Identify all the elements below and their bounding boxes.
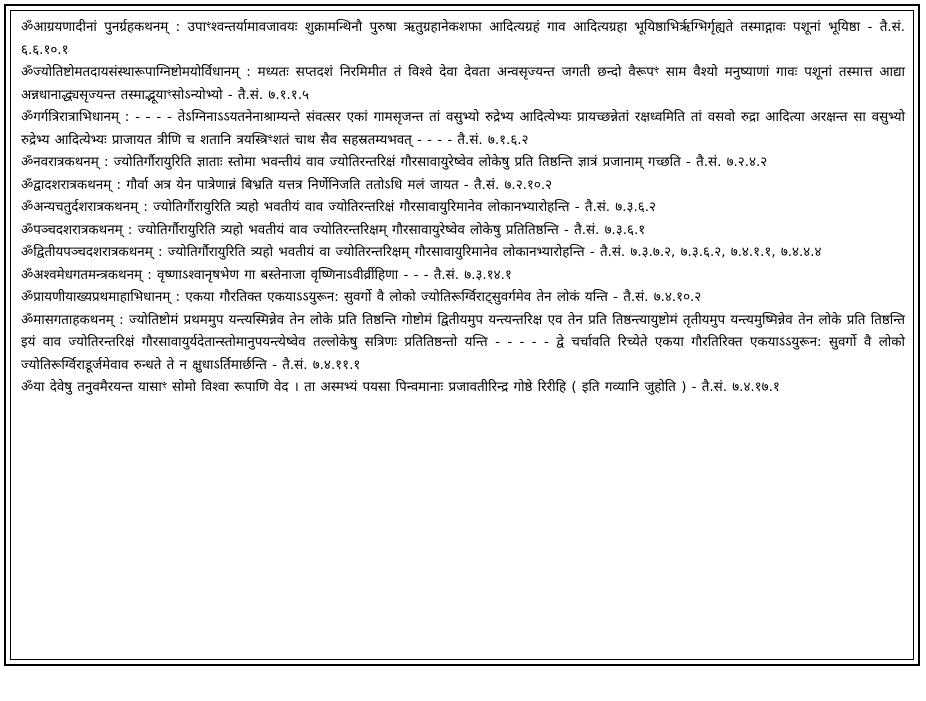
document-body — [10, 10, 914, 660]
paragraph-ashvamedha: ॐअश्वमेधगतमन्त्रकथनम् : वृष्णाऽश्वानृषभेण गा बस्तेनाजा वृष्णिनाऽवीर्व्रीहिणा - - - तै.सं. ७.३.१४.१ — [21, 267, 512, 283]
paragraph-masagata: ॐमासगताहकथनम् : ज्योतिष्टोमं प्रथममुप यन्त्यस्मिन्नेव तेन लोके प्रति तिष्ठन्ति गोष्टोमं द्वितीयमुप यन्त्यन्तरिक्ष एव तेन प्रति तिष्ठन्त्यायुष्टोमं तृतीयमुप यन्त्यमुष्मिन्नेव तेन लोके प्रति तिष्ठन्ति इयं वाव ज्योतिरन्तरिक्षं गौरसावायुर्यदेतान्स्तोमानुपयन्त्येष्वेव तल्लोकेषु सत्रिणः प्रतितिष्ठन्तो यन्ति - - - - - द्वे चर्चावति रिच्येते एकया गौरतिरिक्त एकयाऽऽयुरून: सुवर्गो वै लोको ज्योतिरूर्ग्विराडूर्जमेवाव रुन्धते ते न क्षुधाऽर्तिमार्छन्ति - तै.सं. ७.४.११.१ — [21, 312, 905, 373]
paragraph-chaturdasharatra: ॐअन्यचतुर्दशरात्रकथनम् : ज्योतिर्गौरायुरिति त्र्यहो भवतीयं वाव ज्योतिरन्तरिक्षं गौरसावायुरिमानेव लोकानभ्यारोहन्ति - तै.सं. ७.३.६.२ — [21, 200, 656, 215]
document-frame — [4, 4, 920, 666]
paragraph-garga-triratra: ॐगर्गत्रिरात्राभिधानम् : - - - - तेऽग्निनाऽऽयतनेनाश्राम्यन्ते संवत्सर एकां गामसृजन्त तां वसुभ्यो रुद्रेभ्य आदित्येभ्यः प्रायच्छन्नेतां रक्षध्वमिति तां वसवो रुद्रा आदित्या अरक्षन्त सा वसुभ्यो रुद्रेभ्य आदित्येभ्यः प्राजायत त्रीणि च शतानि त्रयस्त्रिꣳशतं चाथ सैव सहस्रतम्यभवत् - - - - तै.सं. ७.१.६.२ — [21, 110, 905, 148]
paragraph-jyotishtoma: ॐज्योतिष्टोमतदायसंस्थारूपाग्निष्टोमयोर्विधानम् : मध्यतः सप्तदशं निरमिमीत तं विश्वे देवा देवता अन्वसृज्यन्त जगती छन्दो वैरूपꣳ साम वैश्यो मनुष्याणां गावः पशूनां तस्मात्त आद्या अन्नधानाद्ध्यसृज्यन्त तस्माद्भूयाꣳसोऽन्योभ्यो - तै.सं. ७.१.१.५ — [21, 65, 905, 103]
paragraph-navaratra: ॐनवरात्रकथनम् : ज्योतिर्गौरायुरिति ज्ञाताः स्तोमा भवन्तीयं वाव ज्योतिरन्तरिक्षं गौरसावायुरेष्वेव लोकेषु प्रति तिष्ठन्ति ज्ञात्रं प्रजानाम् गच्छति - तै.सं. ७.२.४.२ — [21, 155, 768, 170]
paragraph-agrayana: ॐआग्रयणादीनां पुनर्ग्रहकथनम् : उपाꣳश्वन्तर्यामावजावयः शुक्रामन्थिनौ पुरुषा ऋतुग्रहानेकशफा आदित्यग्रहं गाव आदित्यग्रहा भूयिष्ठाभिरृग्भिर्गृह्यते तस्माद्गावः पशूनां भूयिष्ठा - तै.सं. ६.६.१०.१ — [21, 20, 905, 58]
paragraph-panchadasharatra: ॐपञ्चदशरात्रकथनम् : ज्योतिर्गौरायुरिति त्र्यहो भवतीयं वाव ज्योतिरन्तरिक्षम् गौरसावायुरेष्वेव लोकेषु प्रतितिष्ठन्ति - तै.सं. ७.३.६.१ — [21, 222, 646, 238]
paragraph-prayaniya: ॐप्रायणीयाख्यप्रथमाहाभिधानम् : एकया गौरतिक्त एकयाऽऽयुरून: सुवर्गो वै लोको ज्योतिरूर्ग्विराट्सुवर्गमेव तेन लोकं यन्ति - तै.सं. ७.४.१०.२ — [21, 290, 702, 305]
paragraph-ya-deveshu: ॐया देवेषु तनुवमैरयन्त यासाꣳ सोमो विश्वा रूपाणि वेद । ता अस्मभ्यं पयसा पिन्वमानाः प्रजावतीरिन्द्र गोष्ठे रिरीहि ( इति गव्यानि जुहोति ) - तै.सं. ७.४.१७.१ — [21, 380, 780, 395]
paragraph-dvitiya-panchadasharatra: ॐद्वितीयपञ्चदशरात्रकथनम् : ज्योतिर्गौरायुरिति त्र्यहो भवतीयं वा ज्योतिरन्तरिक्षम् गौरसावायुरिमानेव लोकानभ्यारोहन्ति - तै.सं. ७.३.७.२, ७.३.६.२, ७.४.१.१, ७.४.४.४ — [21, 245, 822, 260]
paragraph-dvadasharatra: ॐद्वादशरात्रकथनम् : गौर्वा अत्र येन पात्रेणान्नं बिभ्रति यत्तत्र निर्णेनिजति ततोऽधि मलं जायत - तै.सं. ७.२.१०.२ — [21, 177, 553, 193]
